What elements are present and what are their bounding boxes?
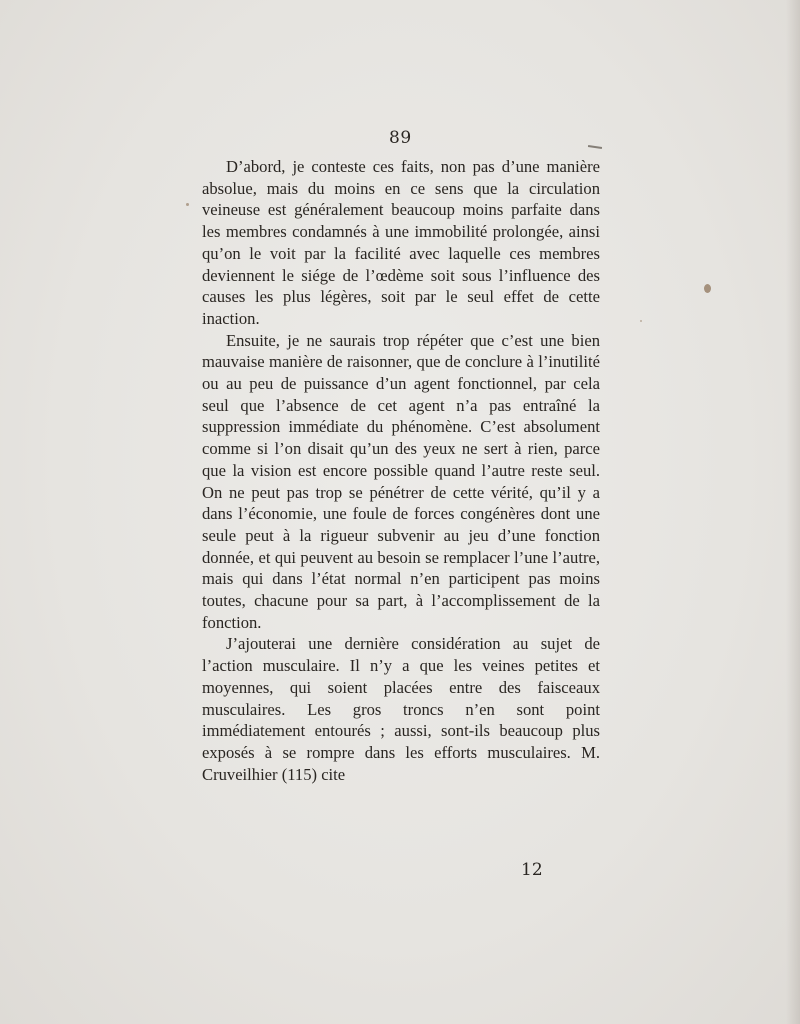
paragraph-3: J’ajouterai une dernière considération au sujet de l’action musculaire. Il n’y a que les veines petites et moyennes, qui soient placées entre des faisceaux musculaires. Les gros troncs n’en sont point immédiatement entourés ; aussi, sont-ils beaucoup plus exposés à se rompre dans les efforts musculaires. M. Cruveilhier (115) cite bbox=[202, 634, 600, 784]
foxing-spot bbox=[704, 284, 711, 293]
paragraph-2: Ensuite, je ne saurais trop répéter que c’est une bien mauvaise manière de raisonner, que de conclure à l’inutilité ou au peu de puissance d’un agent fonctionnel, par cela seul que l’absence de cet agent n’a pas entraîné la suppression immédiate du phénomène. C’est absolument comme si l’on disait qu’un des yeux ne sert à rien, parce que la vision est encore possible quand l’autre reste seul. On ne peut pas trop se pénétrer de cette vérité, qu’il y a dans l’économie, une foule de forces congénères dont une seule peut à la rigueur subvenir au jeu d’une fonction donnée, et qui peuvent au besoin se remplacer l’une l’autre, mais qui dans l’état normal n’en participent pas moins toutes, chacune pour sa part, à l’accomplissement de la fonction. bbox=[202, 330, 600, 632]
page-edge-shadow bbox=[786, 0, 800, 1024]
ink-mark bbox=[588, 145, 602, 149]
paragraph-1: D’abord, je conteste ces faits, non pas d’une manière absolue, mais du moins en ce sens que la circulation veineuse est généralement beaucoup moins parfaite dans les membres condamnés à une immobilité prolongée, ainsi qu’on le voit par la facilité avec laquelle ces membres deviennent le siége de l’œdème soit sous l’influence des causes les plus légères, soit par le seul effet de cette inaction. bbox=[202, 157, 600, 328]
foxing-spot bbox=[186, 203, 189, 206]
signature-mark: 12 bbox=[521, 860, 543, 880]
body-text bbox=[202, 156, 600, 785]
page-number: 89 bbox=[389, 128, 412, 148]
foxing-spot bbox=[640, 320, 642, 322]
